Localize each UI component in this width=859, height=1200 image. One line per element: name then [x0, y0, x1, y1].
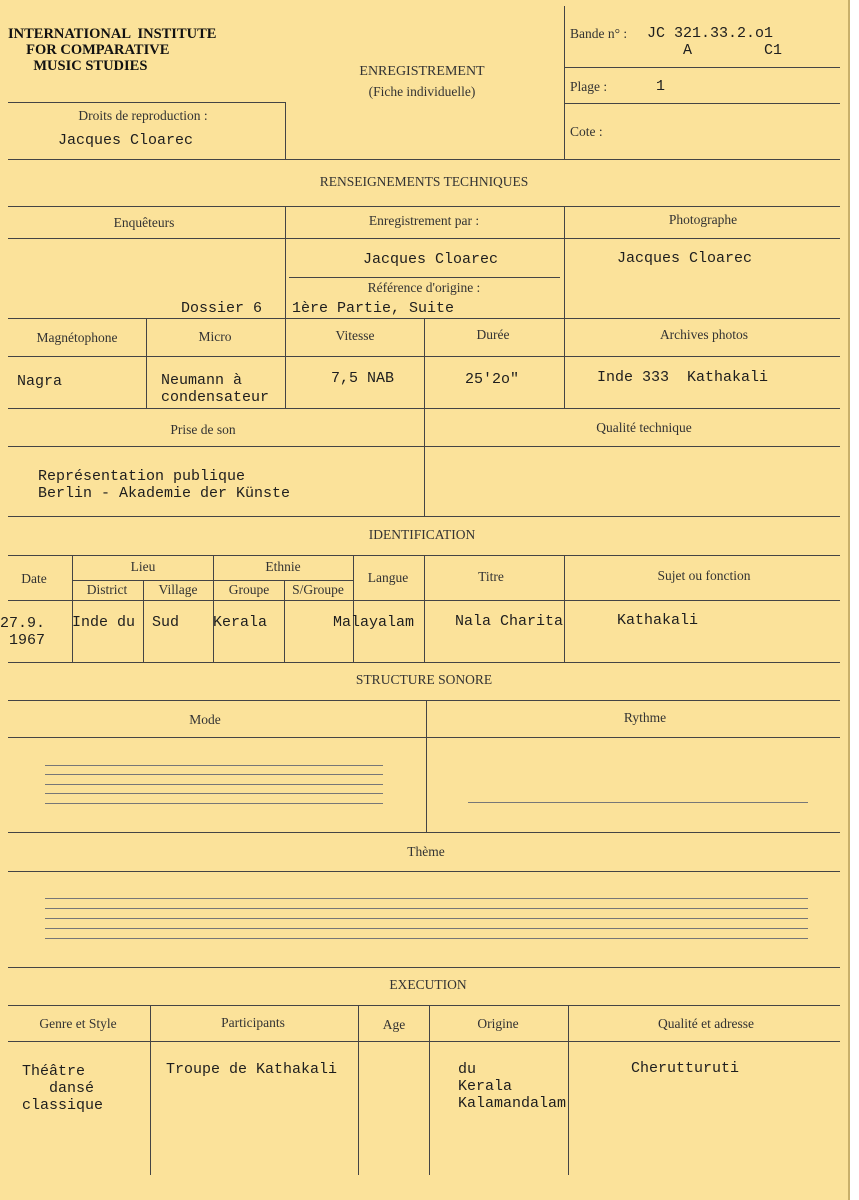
rule [564, 6, 565, 159]
photographe-value: Jacques Cloarec [617, 250, 753, 267]
rule [150, 1005, 151, 1175]
rule [8, 832, 840, 833]
rule [8, 967, 840, 968]
writing-line [468, 802, 808, 803]
rule [358, 1005, 359, 1175]
micro-value: Neumann à condensateur [161, 372, 270, 406]
rule [8, 700, 840, 701]
writing-line [45, 928, 808, 929]
langue-value: Malayalam [333, 614, 415, 631]
theme-label: Thème [407, 844, 445, 859]
rights-value: Jacques Cloarec [58, 132, 194, 149]
enregistrement-label: Enregistrement par : [368, 213, 480, 228]
writing-line [45, 784, 383, 785]
rule [353, 555, 354, 662]
rule [8, 159, 840, 160]
rule [564, 318, 565, 408]
rule [285, 206, 286, 318]
date-value: 27.9. 1967 [0, 615, 46, 649]
rule [8, 206, 840, 207]
plage-label: Plage : [570, 79, 608, 94]
district-label: District [86, 582, 128, 597]
rule [426, 700, 427, 832]
mode-label: Mode [189, 712, 221, 727]
enqueteurs-label: Enquêteurs [113, 215, 175, 230]
rule [564, 103, 840, 104]
technical-section-title: RENSEIGNEMENTS TECHNIQUES [319, 174, 529, 189]
magnetophone-label: Magnétophone [36, 330, 118, 345]
writing-line [45, 803, 383, 804]
village-label: Village [158, 582, 198, 597]
writing-line [45, 938, 808, 939]
rule [285, 102, 286, 159]
titre-value: Nala Charita [455, 613, 564, 630]
rule [8, 356, 840, 357]
rule [213, 555, 214, 662]
archives-value: Inde 333 Kathakali [597, 369, 769, 386]
rule [285, 318, 286, 408]
participants-value: Troupe de Kathakali [166, 1061, 338, 1078]
rule [564, 555, 565, 662]
writing-line [45, 918, 808, 919]
archives-label: Archives photos [659, 327, 749, 342]
rule [143, 580, 144, 662]
cote-label: Cote : [570, 124, 603, 139]
rule [8, 516, 840, 517]
rule [72, 580, 353, 581]
qualite-technique-label: Qualité technique [596, 420, 692, 435]
rule [284, 580, 285, 662]
age-label: Age [382, 1017, 406, 1032]
writing-line [45, 793, 383, 794]
institute-name: INTERNATIONAL INSTITUTE FOR COMPARATIVE MUSIC STUDIES [8, 26, 217, 74]
rule [564, 206, 565, 318]
writing-line [45, 774, 383, 775]
origine-value: du Kerala Kalamandalam [458, 1061, 567, 1112]
rule [8, 238, 840, 239]
sujet-label: Sujet ou fonction [657, 568, 751, 583]
lieu-label: Lieu [130, 559, 156, 574]
rule [429, 1005, 430, 1175]
rythme-label: Rythme [623, 710, 667, 725]
rule [8, 102, 285, 103]
writing-line [45, 765, 383, 766]
groupe-label: Groupe [228, 582, 270, 597]
vitesse-label: Vitesse [335, 328, 375, 343]
bande-label: Bande n° : [570, 26, 628, 41]
qualite-adresse-label: Qualité et adresse [658, 1016, 754, 1031]
langue-label: Langue [367, 570, 409, 585]
rule [424, 318, 425, 408]
rule [564, 67, 840, 68]
rule [568, 1005, 569, 1175]
writing-line [45, 898, 808, 899]
ethnie-label: Ethnie [265, 559, 301, 574]
dossier-value: Dossier 6 [181, 300, 263, 317]
photographe-label: Photographe [668, 212, 738, 227]
groupe-value: Kerala [213, 614, 268, 631]
plage-value: 1 [656, 78, 666, 95]
prise-label: Prise de son [170, 422, 236, 437]
district-value: Inde du [72, 614, 136, 631]
vitesse-value: 7,5 NAB [331, 370, 395, 387]
rule [424, 555, 425, 662]
genre-label: Genre et Style [39, 1016, 117, 1031]
form-subtitle: (Fiche individuelle) [368, 84, 476, 99]
duree-value: 25'2o" [465, 371, 520, 388]
reference-value: 1ère Partie, Suite [292, 300, 455, 317]
rule [8, 662, 840, 663]
writing-line [45, 908, 808, 909]
participants-label: Participants [221, 1015, 285, 1030]
genre-value: Théâtre dansé classique [22, 1063, 104, 1114]
bande-value: JC 321.33.2.o1 A C1 [647, 25, 783, 59]
rule [72, 555, 73, 662]
reference-label: Référence d'origine : [367, 280, 481, 295]
qualite-adresse-value: Cherutturuti [631, 1060, 740, 1077]
identification-section-title: IDENTIFICATION [368, 527, 476, 542]
rule [8, 446, 840, 447]
rule [8, 600, 840, 601]
rule [8, 1041, 840, 1042]
micro-label: Micro [198, 329, 232, 344]
rule [8, 871, 840, 872]
origine-label: Origine [477, 1016, 519, 1031]
rule [424, 408, 425, 516]
prise-value: Représentation publique Berlin - Akademie der Künste [38, 468, 291, 502]
village-value: Sud [152, 614, 180, 631]
enregistrement-value: Jacques Cloarec [363, 251, 499, 268]
rule [146, 318, 147, 408]
rights-label: Droits de reproduction : [78, 108, 208, 123]
sujet-value: Kathakali [617, 612, 699, 629]
rule [8, 1005, 840, 1006]
sgroupe-label: S/Groupe [292, 582, 344, 597]
form-title: ENREGISTREMENT [359, 64, 485, 79]
date-label: Date [21, 571, 47, 586]
titre-label: Titre [478, 569, 504, 584]
structure-section-title: STRUCTURE SONORE [355, 672, 493, 687]
rule [289, 277, 560, 278]
magnetophone-value: Nagra [17, 373, 63, 390]
execution-section-title: EXECUTION [389, 977, 467, 992]
rule [8, 737, 840, 738]
duree-label: Durée [476, 327, 510, 342]
